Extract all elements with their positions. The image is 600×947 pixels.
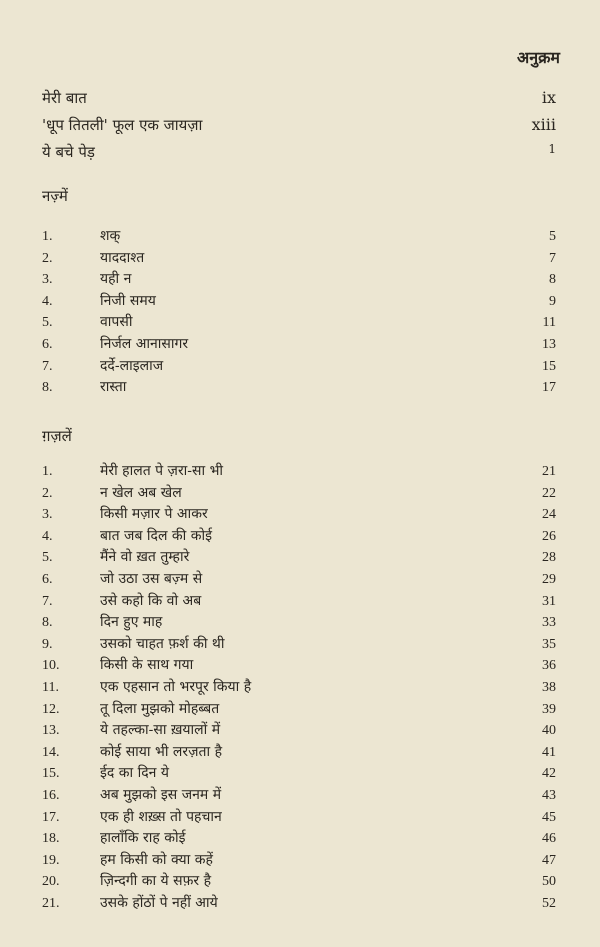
entry-number: 20. [42,874,60,890]
toc-entry [42,785,556,807]
entry-number: 19. [42,852,60,868]
entry-title: यही न [100,271,132,288]
entry-title: निजी समय [100,292,156,309]
entry-page: 42 [542,766,556,782]
toc-entry [42,377,556,399]
entry-title: दिन हुए माह [100,614,163,631]
entry-title: तू दिला मुझको मोहब्बत [100,700,220,717]
entry-page: 35 [542,636,556,652]
entry-page: 33 [542,615,556,631]
toc-entry [42,634,556,656]
entry-page: 9 [549,293,556,309]
nazmen-list [42,226,556,399]
section-title-ghazals: ग़ज़लें [42,427,72,445]
entry-page: ix [541,88,556,107]
entry-page: 45 [542,809,556,825]
entry-title: मेरी हालत पे ज़रा-सा भी [100,463,224,479]
entry-page: 47 [542,852,556,868]
entry-title: ईद का दिन ये [100,765,169,782]
entry-number: 8. [42,380,53,396]
entry-page: 15 [542,358,556,374]
toc-entry [42,526,556,548]
front-matter-row [42,88,556,115]
entry-title: निर्जल आनासागर [100,335,189,352]
entry-page: 31 [542,593,556,609]
entry-number: 5. [42,550,53,566]
ghazals-list [42,461,556,914]
entry-title: दर्दे-लाइलाज [100,357,164,374]
toc-entry [42,699,556,721]
entry-title: हम किसी को क्या कहें [100,851,213,868]
entry-page: 5 [549,229,556,244]
entry-title: एक एहसान तो भरपूर किया है [100,678,252,695]
entry-page: 24 [542,507,556,523]
entry-page: 28 [542,550,556,566]
toc-entry [42,547,556,569]
entry-page: 36 [542,658,556,674]
entry-number: 14. [42,744,60,760]
entry-title: शक् [100,228,121,244]
entry-page: xiii [531,115,556,134]
entry-number: 21. [42,895,60,911]
entry-title: उसको चाहत फ़र्श की थी [100,635,225,652]
entry-number: 2. [42,250,53,266]
entry-number: 1. [42,229,53,244]
entry-number: 6. [42,336,53,352]
toc-entry [42,612,556,634]
page-heading: अनुक्रम [517,48,560,67]
entry-title: अब मुझको इस जनम में [100,786,222,803]
entry-page: 17 [542,380,556,396]
entry-number: 1. [42,464,53,479]
entry-number: 9. [42,636,53,652]
entry-number: 12. [42,701,60,717]
entry-title: रास्ता [100,379,127,396]
front-matter-row [42,142,556,169]
entry-page: 8 [549,272,556,288]
entry-page: 22 [542,485,556,501]
entry-title: मैंने वो ख़त तुम्हारे [100,549,190,566]
entry-number: 18. [42,831,60,847]
entry-title: किसी के साथ गया [100,657,194,674]
toc-entry [42,504,556,526]
toc-entry [42,483,556,505]
entry-page: 40 [542,723,556,739]
entry-title: ये तहल्का-सा ख़यालों में [100,722,221,739]
toc-entry [42,461,556,483]
entry-page: 29 [542,571,556,587]
toc-entry [42,828,556,850]
toc-entry [42,226,556,248]
entry-title: 'धूप तितली' फूल एक जायज़ा [42,116,203,134]
entry-title: उसे कहो कि वो अब [100,592,202,609]
toc-entry [42,312,556,334]
toc-entry [42,742,556,764]
toc-entry [42,655,556,677]
entry-number: 11. [42,679,59,695]
entry-page: 52 [542,895,556,911]
toc-entry [42,591,556,613]
entry-page: 46 [542,831,556,847]
entry-title: जो उठा उस बज़्म से [100,570,203,587]
entry-page: 13 [542,336,556,352]
front-matter [42,88,556,169]
entry-number: 6. [42,571,53,587]
front-matter-row [42,115,556,142]
entry-number: 15. [42,766,60,782]
entry-title: ये बचे पेड़ [42,143,95,161]
toc-entry [42,291,556,313]
entry-number: 17. [42,809,60,825]
entry-page: 38 [542,679,556,695]
entry-title: ज़िन्दगी का ये सफ़र है [100,873,211,890]
entry-title: कोई साया भी लरज़ता है [100,743,223,760]
entry-title: किसी मज़ार पे आकर [100,506,208,523]
entry-page: 43 [542,787,556,803]
entry-page: 50 [542,874,556,890]
entry-number: 13. [42,723,60,739]
toc-entry [42,677,556,699]
toc-entry [42,334,556,356]
toc-entry [42,356,556,378]
entry-number: 5. [42,315,53,331]
entry-title: उसके होंठों पे नहीं आये [100,894,218,911]
entry-number: 7. [42,593,53,609]
entry-title: हालाँकि राह कोई [100,830,186,847]
entry-number: 2. [42,485,53,501]
entry-title: बात जब दिल की कोई [100,527,212,544]
entry-title: एक ही शख़्स तो पहचान [100,808,222,825]
entry-title: मेरी बात [42,89,87,107]
toc-entry [42,763,556,785]
toc-entry [42,269,556,291]
entry-title: याददाश्त [100,249,145,266]
entry-number: 3. [42,507,53,523]
entry-number: 3. [42,272,53,288]
entry-page: 26 [542,528,556,544]
toc-entry [42,893,556,915]
toc-entry [42,569,556,591]
entry-number: 10. [42,658,60,674]
entry-title: न खेल अब खेल [100,484,182,501]
entry-number: 16. [42,787,60,803]
entry-page: 11 [542,315,556,331]
entry-number: 8. [42,615,53,631]
entry-number: 7. [42,358,53,374]
toc-entry [42,850,556,872]
entry-number: 4. [42,293,53,309]
entry-page: 39 [542,701,556,717]
toc-entry [42,248,556,270]
entry-page: 7 [549,250,556,266]
toc-entry [42,720,556,742]
entry-page: 21 [542,464,556,479]
entry-page: 1 [548,142,556,156]
section-title-nazmen: नज़्में [42,187,68,205]
entry-page: 41 [542,744,556,760]
entry-title: वापसी [100,314,133,331]
toc-entry [42,807,556,829]
toc-entry [42,871,556,893]
entry-number: 4. [42,528,53,544]
